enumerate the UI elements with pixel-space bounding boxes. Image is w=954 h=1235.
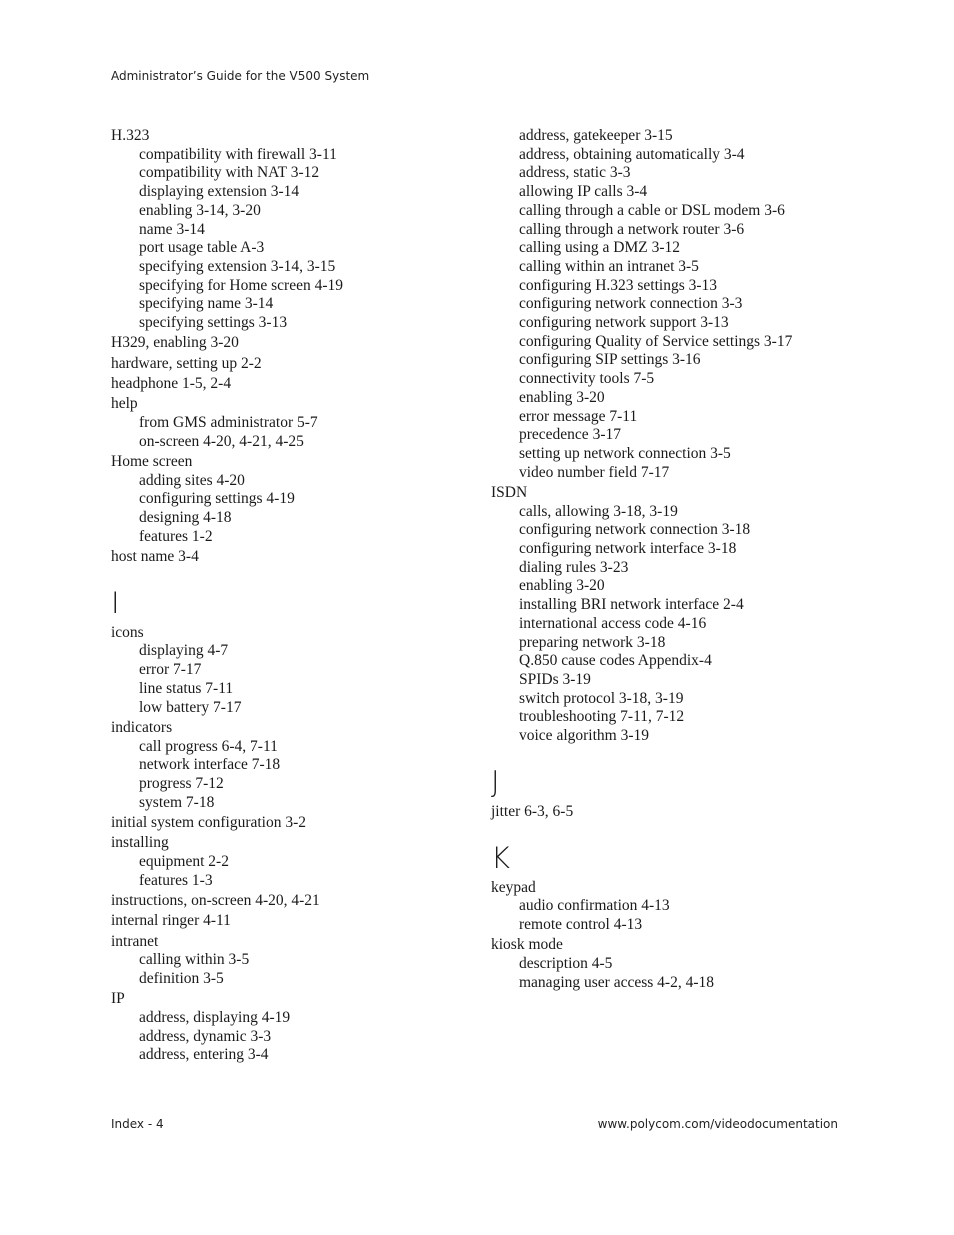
index-letter-heading: J xyxy=(491,764,500,799)
index-subentry: setting up network connection 3-5 xyxy=(519,444,731,462)
index-subentry: international access code 4-16 xyxy=(519,614,707,632)
index-subentry: compatibility with firewall 3-11 xyxy=(139,145,337,163)
index-subentry: progress 7-12 xyxy=(139,774,224,792)
index-subentry: specifying for Home screen 4-19 xyxy=(139,276,344,294)
index-subentry: description 4-5 xyxy=(519,954,613,972)
index-subentry: error 7-17 xyxy=(139,661,202,679)
index-entry: Home screen xyxy=(111,452,193,470)
index-subentry: from GMS administrator 5-7 xyxy=(139,413,318,431)
index-subentry: configuring network connection 3-18 xyxy=(519,521,751,539)
index-subentry: specifying settings 3-13 xyxy=(139,314,288,332)
index-subentry: line status 7-11 xyxy=(139,679,234,697)
index-subentry: configuring network connection 3-3 xyxy=(519,295,743,313)
index-subentry: video number field 7-17 xyxy=(519,463,670,481)
index-subentry: specifying extension 3-14, 3-15 xyxy=(139,257,336,275)
index-entry: initial system configuration 3-2 xyxy=(111,813,307,831)
index-subentry: precedence 3-17 xyxy=(519,426,621,444)
index-letter-heading: K xyxy=(491,840,511,875)
page-number: Index - 4 xyxy=(111,1117,164,1131)
index-entry: IP xyxy=(111,990,125,1008)
index-entry: ISDN xyxy=(491,483,528,501)
index-subentry: managing user access 4-2, 4-18 xyxy=(519,973,714,991)
index-entry: instructions, on-screen 4-20, 4-21 xyxy=(111,891,320,909)
index-subentry: switch protocol 3-18, 3-19 xyxy=(519,689,684,707)
index-subentry: allowing IP calls 3-4 xyxy=(519,183,648,201)
index-subentry: address, obtaining automatically 3-4 xyxy=(519,145,745,163)
index-entry: indicators xyxy=(111,718,173,736)
index-subentry: equipment 2-2 xyxy=(139,852,229,870)
index-subentry: port usage table A-3 xyxy=(139,239,265,257)
index-subentry: network interface 7-18 xyxy=(139,756,281,774)
index-subentry: remote control 4-13 xyxy=(519,915,643,933)
index-subentry: configuring SIP settings 3-16 xyxy=(519,351,701,369)
index-subentry: configuring network support 3-13 xyxy=(519,314,729,332)
running-header-title: Administrator’s Guide for the V500 System xyxy=(111,69,370,83)
index-entry: icons xyxy=(111,623,144,641)
index-entry: internal ringer 4-11 xyxy=(111,912,231,930)
index-letter-heading: I xyxy=(111,585,120,620)
index-entry: H.323 xyxy=(111,127,150,144)
index-subentry: preparing network 3-18 xyxy=(519,633,666,651)
index-subentry: displaying 4-7 xyxy=(139,642,229,660)
index-subentry: calling within an intranet 3-5 xyxy=(519,257,699,275)
index-subentry: features 1-3 xyxy=(139,871,213,889)
index-subentry: adding sites 4-20 xyxy=(139,471,245,489)
index-subentry: dialing rules 3-23 xyxy=(519,558,629,576)
index-entry: kiosk mode xyxy=(491,936,563,954)
index-entry: hardware, setting up 2-2 xyxy=(111,354,262,372)
index-subentry: address, gatekeeper 3-15 xyxy=(519,127,673,144)
index-subentry: voice algorithm 3-19 xyxy=(519,727,649,745)
index-subentry: address, static 3-3 xyxy=(519,164,631,182)
index-entry: installing xyxy=(111,834,169,852)
index-subentry: address, entering 3-4 xyxy=(139,1046,269,1064)
index-subentry: error message 7-11 xyxy=(519,407,638,425)
index-subentry: connectivity tools 7-5 xyxy=(519,370,655,388)
index-subentry: SPIDs 3-19 xyxy=(519,670,591,688)
index-subentry: enabling 3-14, 3-20 xyxy=(139,201,261,219)
index-subentry: enabling 3-20 xyxy=(519,388,605,406)
index-subentry: troubleshooting 7-11, 7-12 xyxy=(519,708,685,726)
index-subentry: on-screen 4-20, 4-21, 4-25 xyxy=(139,432,304,450)
index-entry: jitter 6-3, 6-5 xyxy=(491,802,574,820)
index-subentry: specifying name 3-14 xyxy=(139,295,274,313)
index-entry: keypad xyxy=(491,878,536,896)
index-subentry: call progress 6-4, 7-11 xyxy=(139,737,278,755)
index-subentry: calls, allowing 3-18, 3-19 xyxy=(519,502,678,520)
index-subentry: calling through a network router 3-6 xyxy=(519,220,745,238)
index-subentry: audio confirmation 4-13 xyxy=(519,897,670,915)
index-subentry: definition 3-5 xyxy=(139,969,224,987)
index-subentry: configuring H.323 settings 3-13 xyxy=(519,276,718,294)
index-subentry: displaying extension 3-14 xyxy=(139,183,300,201)
index-entry: headphone 1-5, 2-4 xyxy=(111,374,232,392)
index-subentry: system 7-18 xyxy=(139,793,215,811)
index-subentry: enabling 3-20 xyxy=(519,577,605,595)
index-subentry: designing 4-18 xyxy=(139,509,232,527)
index-entry: intranet xyxy=(111,932,159,950)
index-subentry: address, dynamic 3-3 xyxy=(139,1027,272,1045)
index-column-left xyxy=(111,127,471,1065)
index-subentry: configuring Quality of Service settings 3-17 xyxy=(519,332,793,350)
index-subentry: installing BRI network interface 2-4 xyxy=(519,596,744,614)
index-subentry: features 1-2 xyxy=(139,527,213,545)
index-subentry: compatibility with NAT 3-12 xyxy=(139,164,320,182)
index-entry: H329, enabling 3-20 xyxy=(111,334,239,352)
index-subentry: calling using a DMZ 3-12 xyxy=(519,239,681,257)
index-subentry: calling through a cable or DSL modem 3-6 xyxy=(519,201,785,219)
index-column-right xyxy=(491,127,851,992)
index-subentry: name 3-14 xyxy=(139,220,205,238)
index-subentry: Q.850 cause codes Appendix-4 xyxy=(519,652,712,670)
footer-url: www.polycom.com/videodocumentation xyxy=(597,1117,838,1131)
index-subentry: address, displaying 4-19 xyxy=(139,1008,291,1026)
index-entry: help xyxy=(111,395,138,413)
index-entry: host name 3-4 xyxy=(111,548,199,566)
index-subentry: configuring network interface 3-18 xyxy=(519,540,737,558)
index-subentry: configuring settings 4-19 xyxy=(139,490,295,508)
index-subentry: calling within 3-5 xyxy=(139,951,250,969)
index-subentry: low battery 7-17 xyxy=(139,698,242,716)
